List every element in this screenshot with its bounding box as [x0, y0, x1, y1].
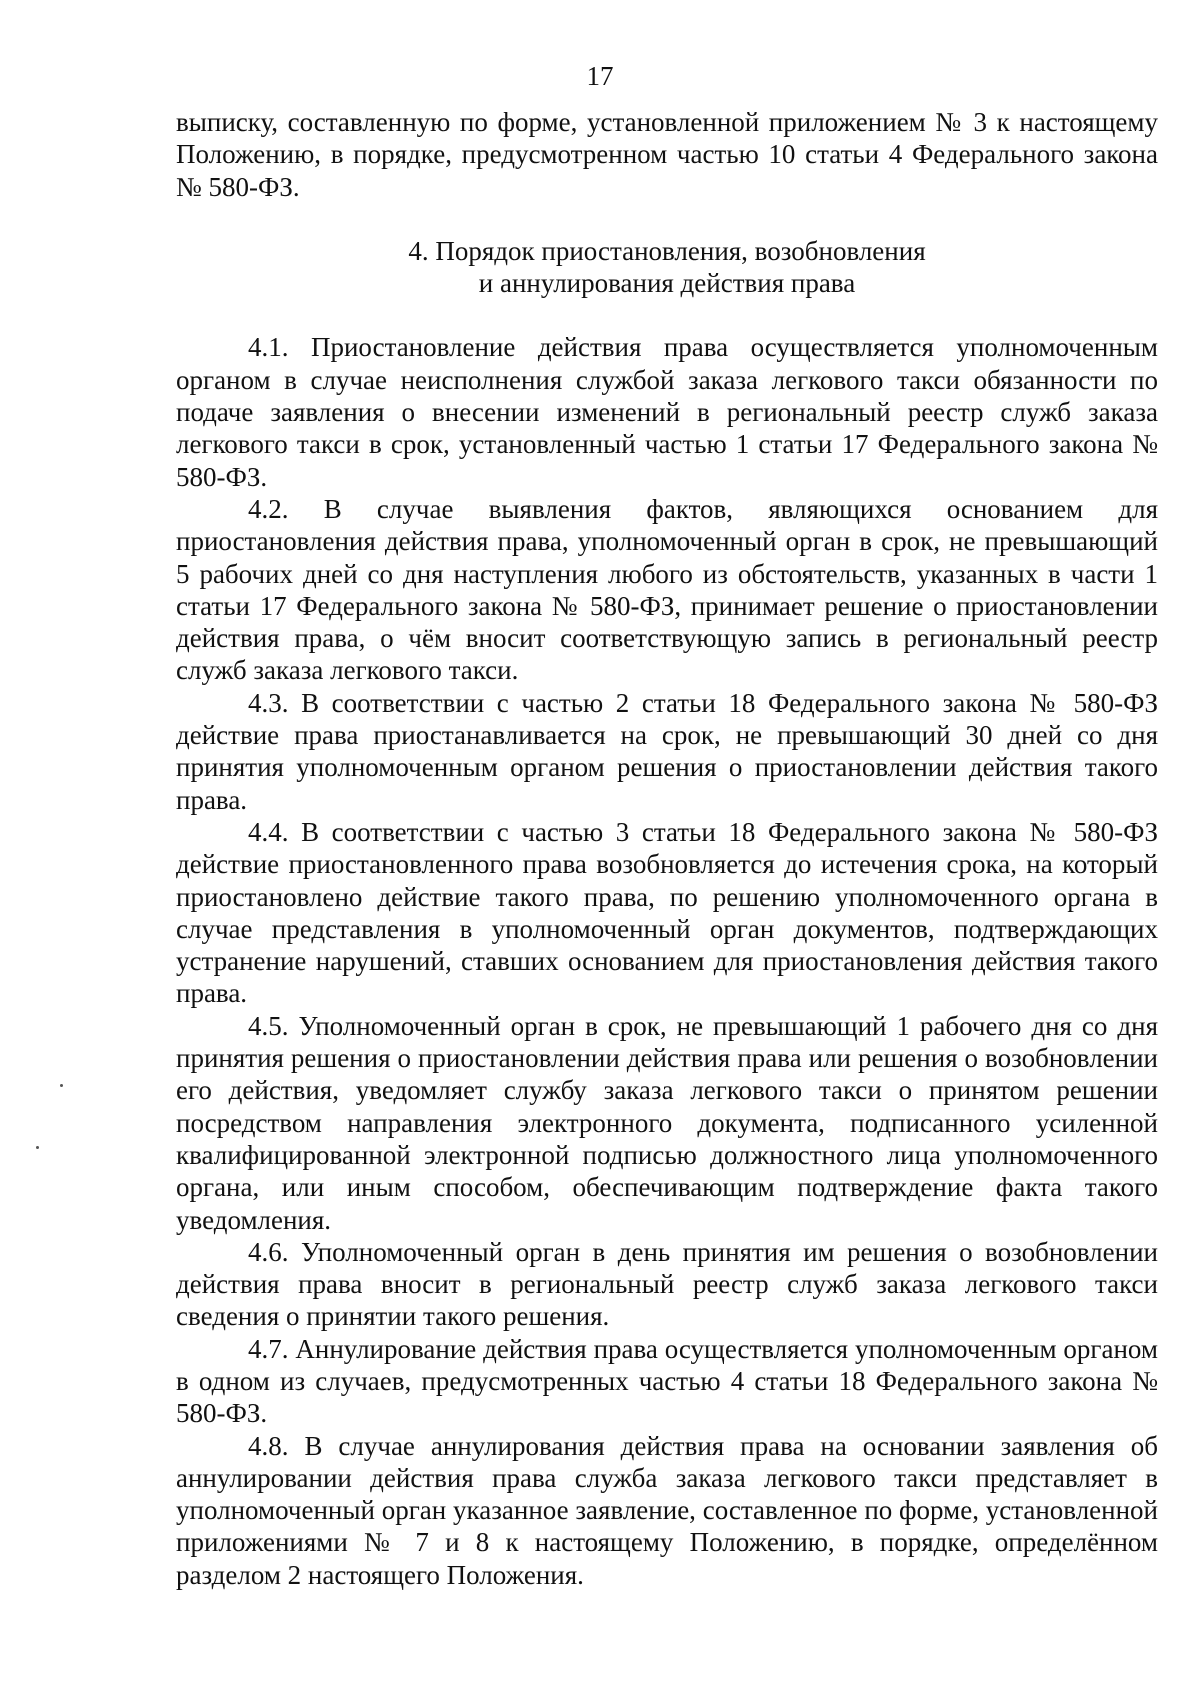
document-body — [176, 106, 1158, 1591]
section-heading — [176, 235, 1158, 300]
section-title-line-1: 4. Порядок приостановления, возобновления — [408, 235, 926, 266]
scan-speck — [60, 1084, 63, 1087]
intro-paragraph: выписку, составленную по форме, установленной приложением № 3 к настоящему Положению, в порядке, предусмотренном частью 10 статьи 4 Федерального закона № 580-ФЗ. — [176, 107, 1158, 202]
page-number: 17 — [586, 61, 614, 91]
paragraph-4-4: 4.4. В соответствии с частью 3 статьи 18 Федерального закона № 580-ФЗ действие приостановленного права возобновляется до истечения срока, на который приостановлено действие такого права, по решению уполномоченного органа в случае представления в уполномоченный орган документов, подтверждающих устранение нарушений, ставших основанием для приостановления действия такого права. — [176, 816, 1158, 1009]
paragraph-4-7: 4.7. Аннулирование действия права осуществляется уполномоченным органом в одном из случаев, предусмотренных частью 4 статьи 18 Федерального закона № 580-ФЗ. — [176, 1333, 1158, 1429]
paragraph-4-3: 4.3. В соответствии с частью 2 статьи 18 Федерального закона № 580-ФЗ действие права приостанавливается на срок, не превышающий 30 дней со дня принятия уполномоченным органом решения о приостановлении действия такого права. — [176, 687, 1158, 815]
paragraph-4-1: 4.1. Приостановление действия права осуществляется уполномоченным органом в случае неисполнения службой заказа легкового такси обязанности по подаче заявления о внесении изменений в региональный реестр служб заказа легкового такси в срок, установленный частью 1 статьи 17 Федерального закона № 580-ФЗ. — [176, 332, 1158, 492]
paragraph-4-6: 4.6. Уполномоченный орган в день принятия им решения о возобновлении действия права вносит в региональный реестр служб заказа легкового такси сведения о принятии такого решения. — [176, 1236, 1158, 1332]
section-title-line-2: и аннулирования действия права — [478, 268, 856, 299]
scan-speck — [36, 1146, 39, 1149]
paragraph-4-5: 4.5. Уполномоченный орган в срок, не превышающий 1 рабочего дня со дня принятия решения о приостановлении действия права или решения о возобновлении его действия, уведомляет службу заказа легкового такси о принятом решении посредством направления электронного документа, подписанного усиленной квалифицированной электронной подписью должностного лица уполномоченного органа, или иным способом, обеспечивающим подтверждение факта такого уведомления. — [176, 1010, 1158, 1235]
paragraph-4-8: 4.8. В случае аннулирования действия права на основании заявления об аннулировании действия права служба заказа легкового такси представляет в уполномоченный орган указанное заявление, составленное по форме, установленной приложениями № 7 и 8 к настоящему Положению, в порядке, определённом разделом 2 настоящего Положения. — [176, 1430, 1158, 1590]
paragraph-4-2: 4.2. В случае выявления фактов, являющихся основанием для приостановления действия права, уполномоченный орган в срок, не превышающий 5 рабочих дней со дня наступления любого из обстоятельств, указанных в части 1 статьи 17 Федерального закона № 580-ФЗ, принимает решение о приостановлении действия права, о чём вносит соответствующую запись в региональный реестр служб заказа легкового такси. — [176, 493, 1158, 686]
